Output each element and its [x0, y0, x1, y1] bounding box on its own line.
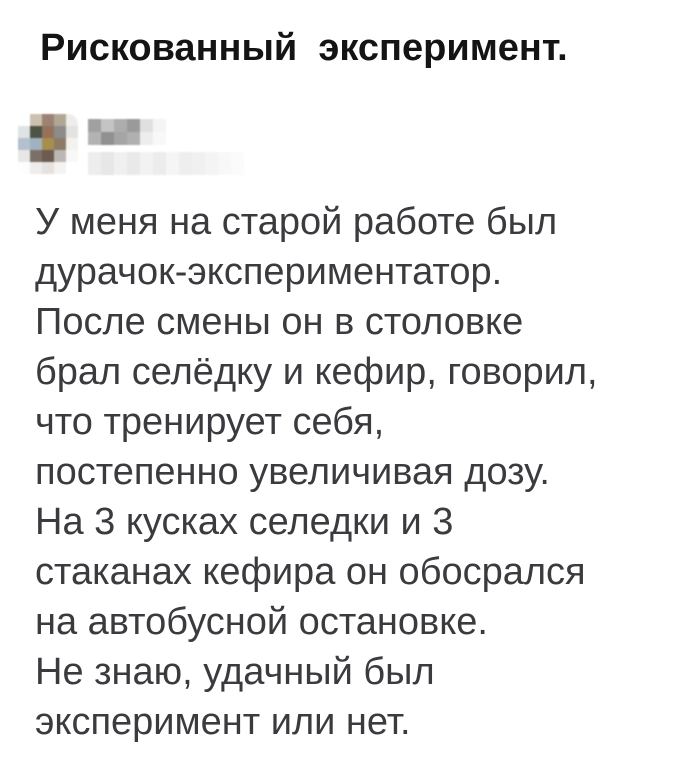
post-subtitle-redacted	[88, 152, 244, 175]
body-line: эксперимент или нет.	[35, 701, 411, 743]
username-redacted	[88, 119, 244, 145]
body-line: дурачок-экспериментатор.	[35, 251, 503, 293]
body-line: У меня на старой работе был	[35, 201, 558, 243]
body-line: стаканах кефира он обосрался	[35, 551, 586, 593]
body-line: брал селёдку и кефир, говорил,	[35, 351, 598, 393]
post-body	[35, 197, 656, 747]
avatar	[18, 114, 78, 174]
post-meta	[88, 119, 244, 175]
post-title: Рискованный эксперимент.	[40, 27, 568, 69]
body-line: После смены он в столовке	[35, 301, 524, 343]
body-line: что тренирует себя,	[35, 401, 385, 443]
body-line: на автобусной остановке.	[35, 601, 488, 643]
post-header	[18, 114, 682, 175]
body-line: постепенно увеличивая дозу.	[35, 451, 550, 493]
body-line: Не знаю, удачный был	[35, 651, 435, 693]
body-line: На 3 кусках селедки и 3	[35, 501, 454, 543]
